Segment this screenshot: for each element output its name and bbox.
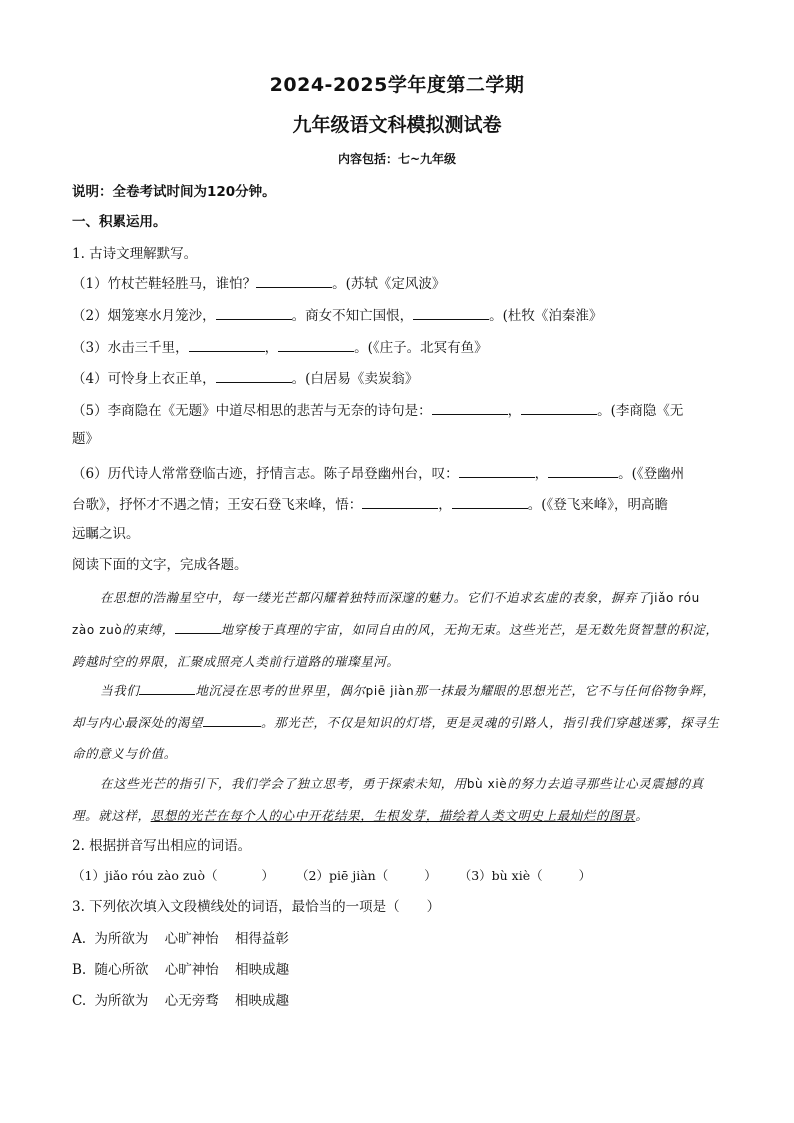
q1-item-1	[72, 273, 722, 294]
q1-item-5	[72, 400, 722, 421]
q1-item-6-line2-prefix: 台歌》，抒怀才不遇之情；王安石登飞来峰，悟：	[72, 497, 363, 513]
answer-blank[interactable]	[278, 337, 354, 352]
q1-item-1-prefix: （1）竹杖芒鞋轻胜马，谁怕？	[72, 276, 257, 292]
question-2-stem: 2. 根据拼音写出相应的词语。	[72, 838, 252, 854]
q1-item-4	[72, 368, 722, 389]
p3-text-b: 的努力去追寻那些让心灵震撼的真理。就这样，	[72, 776, 704, 823]
q1-item-2-mid: 。商女不知亡国恨，	[291, 308, 414, 324]
answer-blank[interactable]	[459, 463, 535, 478]
q1-item-6-suffix: 。(《登幽州	[618, 466, 685, 482]
q1-item-6-line2-mid: ，	[438, 497, 452, 513]
p1-text-b: 的束缚，	[122, 622, 175, 637]
q1-item-3-prefix: （3）水击三千里，	[72, 340, 189, 356]
option-word: 心旷神怡	[164, 931, 219, 947]
q1-item-3	[72, 337, 722, 358]
p1-pinyin: jiǎo róu zào zuò	[72, 591, 700, 637]
q1-item-6-line3: 远瞩之识。	[72, 526, 140, 542]
q1-item-1-suffix: 。(苏轼《定风波》	[332, 276, 446, 292]
q1-item-3-mid: ，	[264, 340, 279, 356]
q1-item-6-mid: ，	[534, 466, 549, 482]
passage-paragraph-1	[72, 582, 722, 677]
option-letter: B.	[72, 962, 87, 978]
q1-item-2-prefix: （2）烟笼寒水月笼沙，	[72, 308, 216, 324]
section-title: 一、积累运用。	[72, 214, 167, 230]
option-word: 随心所欲	[94, 962, 149, 978]
q2-item-3-close: ）	[578, 868, 592, 883]
exam-title-year: 2024-2025学年度第二学期	[269, 74, 525, 96]
q3-option-c[interactable]	[72, 991, 722, 1011]
exam-title-subject: 九年级语文科模拟测试卷	[292, 114, 502, 136]
q1-item-5-mid: ，	[507, 403, 522, 419]
answer-blank[interactable]	[216, 368, 292, 383]
q1-item-2	[72, 305, 722, 326]
option-letter: A.	[72, 931, 87, 947]
q3-option-b[interactable]	[72, 960, 722, 980]
p2-text-c: 那一抹最为耀眼的思想光芒，它不与任何俗物争辉，却与内心最深处的渴望	[72, 683, 716, 730]
p2-text-d: 。那光芒，不仅是知识的灯塔，更是灵魂的引路人，指引我们穿越迷雾，探寻生命的意义与价值。	[72, 715, 720, 761]
option-word: 相映成趣	[235, 962, 290, 978]
q1-item-6-line2-suffix: 。(《登飞来峰》，明高瞻	[527, 497, 669, 513]
passage-paragraph-3	[72, 768, 722, 831]
option-word: 相得益彰	[234, 931, 289, 947]
question-1-stem: 1. 古诗文理解默写。	[72, 246, 198, 262]
p2-text-b: 地沉浸在思考的世界里，偶尔	[195, 683, 366, 698]
p2-text-a: 当我们	[100, 683, 140, 698]
option-word: 为所欲为	[94, 993, 149, 1009]
q1-item-6-prefix: （6）历代诗人常常登临古迹，抒情言志。陈子昂登幽州台，叹：	[72, 466, 459, 482]
q3-option-a[interactable]	[72, 929, 722, 949]
q1-item-5-continued: 题》	[72, 431, 99, 447]
option-word: 为所欲为	[94, 931, 149, 947]
passage-blank[interactable]	[175, 621, 221, 634]
answer-blank[interactable]	[413, 305, 489, 320]
q1-item-4-suffix: 。(白居易《卖炭翁》	[291, 371, 419, 387]
passage-paragraph-2	[72, 675, 722, 769]
passage-blank[interactable]	[139, 682, 195, 695]
answer-blank[interactable]	[521, 400, 597, 415]
question-3-stem: 3. 下列依次填入文段横线处的词语，最恰当的一项是（ ）	[72, 899, 441, 915]
option-word: 相映成趣	[235, 993, 290, 1009]
p3-text-d: 。	[635, 808, 649, 823]
p1-text-a: 在思想的浩瀚星空中，每一缕光芒都闪耀着独特而深邃的魅力。它们不追求玄虚的表象，摒弃了	[100, 590, 651, 605]
passage-blank[interactable]	[203, 714, 261, 727]
q1-item-3-suffix: 。(《庄子。北冥有鱼》	[354, 340, 488, 356]
answer-blank[interactable]	[548, 463, 618, 478]
answer-blank[interactable]	[216, 305, 292, 320]
answer-blank[interactable]	[452, 494, 528, 509]
p3-pinyin: bù xiè	[466, 777, 508, 791]
answer-blank[interactable]	[362, 494, 438, 509]
q1-item-6	[72, 463, 722, 484]
exam-scope: 内容包括：七~九年级	[337, 152, 457, 166]
q2-item-3-label: （3）bù xiè（	[458, 868, 543, 883]
q1-item-2-suffix: 。(杜牧《泊秦淮》	[489, 308, 603, 324]
question-2-items	[72, 866, 722, 886]
q2-item-2-close: ）	[424, 868, 437, 883]
option-letter: C.	[72, 993, 87, 1009]
q2-item-1-label: （1）jiǎo róu zào zuò（	[72, 868, 218, 883]
p3-text-a: 在这些光芒的指引下，我们学会了独立思考，勇于探索未知，用	[100, 776, 467, 791]
answer-blank[interactable]	[189, 337, 265, 352]
p3-underlined-sentence: 思想的光芒在每个人的心中开花结果，生根发芽，描绘着人类文明史上最灿烂的图景	[150, 808, 636, 823]
q2-item-1-close: ）	[261, 868, 275, 883]
reading-intro: 阅读下面的文字，完成各题。	[72, 557, 248, 573]
option-word: 心旷神怡	[164, 962, 219, 978]
q2-item-2-label: （2）piē jiàn（	[296, 868, 389, 883]
q1-item-4-prefix: （4）可怜身上衣正单，	[72, 371, 216, 387]
exam-instruction: 说明：全卷考试时间为120分钟。	[72, 184, 276, 200]
p1-text-c: 地穿梭于真理的宇宙，如同自由的风，无拘无束。这些光芒，是无数先贤智慧的积淀，跨越时空的界限，汇聚成照亮人类前行道路的璀璨星河。	[72, 622, 719, 669]
p2-pinyin: piē jiàn	[365, 684, 415, 698]
answer-blank[interactable]	[256, 273, 332, 288]
answer-blank[interactable]	[432, 400, 508, 415]
q1-item-6-line2	[72, 494, 722, 515]
q1-item-5-prefix: （5）李商隐在《无题》中道尽相思的悲苦与无奈的诗句是：	[72, 403, 432, 419]
q1-item-5-suffix: 。(李商隐《无	[597, 403, 684, 419]
option-word: 心无旁骛	[164, 993, 219, 1009]
